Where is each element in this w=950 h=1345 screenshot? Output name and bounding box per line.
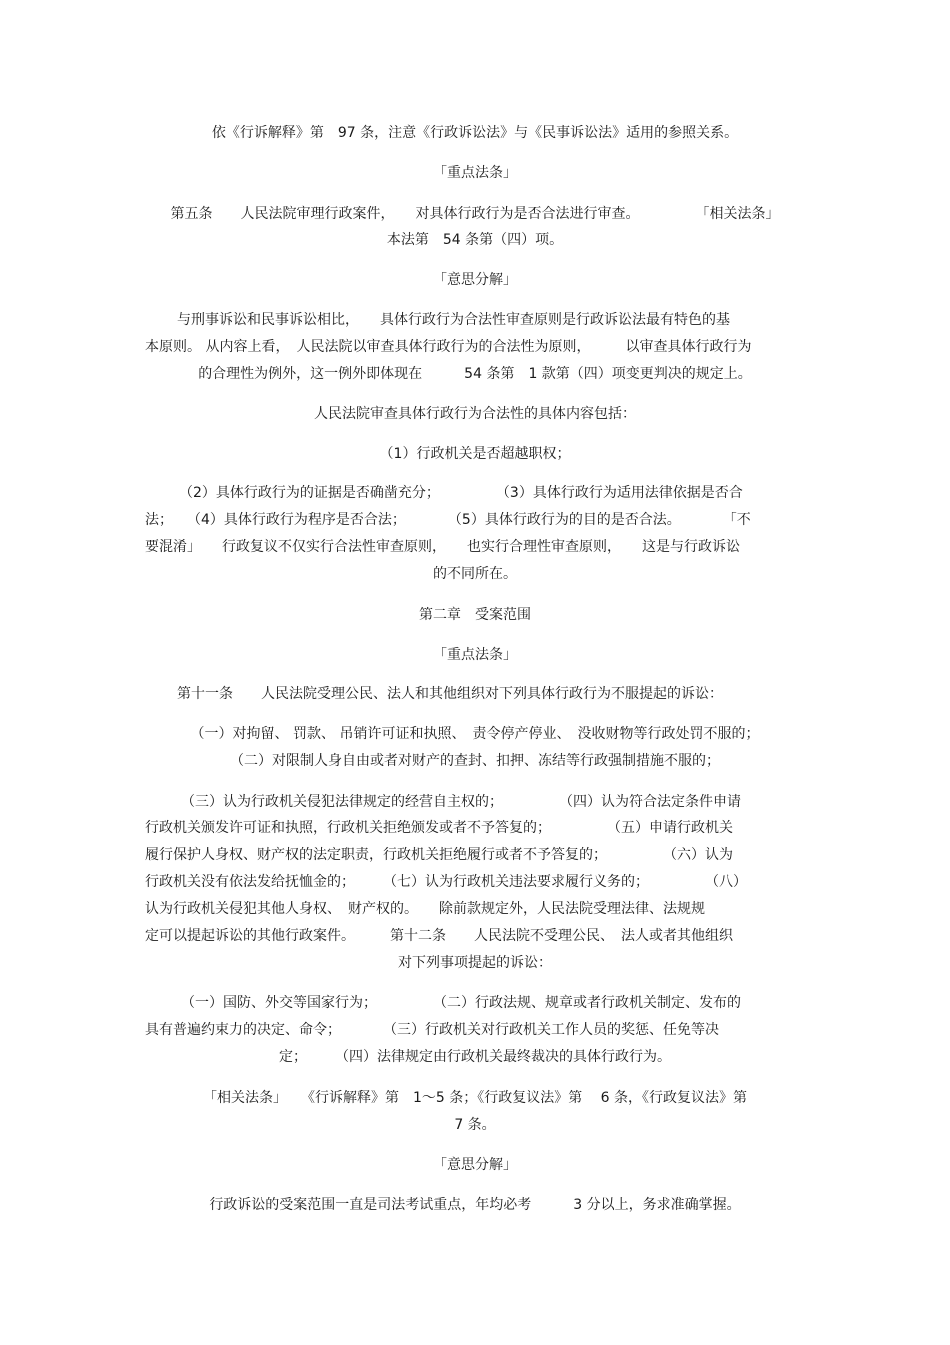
paragraph-line: 人民法院审查具体行政行为合法性的具体内容包括： [314, 406, 636, 422]
paragraph-line: 的不同所在。 [433, 566, 517, 582]
paragraph-line: 本原则。 从内容上看， 人民法院以审查具体行政行为的合法性为原则， 以审查具体行政行为 [145, 339, 752, 355]
paragraph-line: 对下列事项提起的诉讼： [398, 955, 552, 971]
paragraph-line: 要混淆」 行政复议不仅实行合法性审查原则， 也实行合理性审查原则， 这是与行政诉讼 [145, 539, 740, 555]
paragraph-line: （一）国防、外交等国家行为； （二）行政法规、规章或者行政机关制定、发布的 [181, 995, 741, 1011]
paragraph-line: 行政机关没有依法发给抚恤金的； （七）认为行政机关违法要求履行义务的； （八） [145, 874, 747, 890]
list-item: （1）行政机关是否超越职权； [379, 446, 571, 462]
section-heading: 「重点法条」 [433, 647, 517, 663]
paragraph-line: （二）对限制人身自由或者对财产的查封、扣押、冻结等行政强制措施不服的； [230, 753, 720, 769]
paragraph-line: 定可以提起诉讼的其他行政案件。 第十二条 人民法院不受理公民、 法人或者其他组织 [145, 928, 733, 944]
paragraph-line: 行政诉讼的受案范围一直是司法考试重点，年均必考 3 分以上，务求准确掌握。 [209, 1197, 741, 1213]
paragraph-line: 第十一条 人民法院受理公民、法人和其他组织对下列具体行政行为不服提起的诉讼： [177, 686, 723, 702]
paragraph-line: （2）具体行政行为的证据是否确凿充分； （3）具体行政行为适用法律依据是否合 [179, 485, 743, 501]
section-heading: 「意思分解」 [433, 272, 517, 288]
paragraph-line: 行政机关颁发许可证和执照，行政机关拒绝颁发或者不予答复的； （五）申请行政机关 [145, 820, 733, 836]
paragraph-line: 本法第 54 条第（四）项。 [386, 232, 564, 248]
paragraph-line: （一）对拘留、 罚款、 吊销许可证和执照、 责令停产停业、 没收财物等行政处罚不服的； [190, 726, 760, 742]
paragraph-line: 「相关法条」 《行诉解释》第 1～5 条；《行政复议法》第 6 条，《行政复议法》第 [202, 1090, 748, 1106]
paragraph-line: 与刑事诉讼和民事诉讼相比， 具体行政行为合法性审查原则是行政诉讼法最有特色的基 [177, 312, 730, 328]
paragraph-line: 认为行政机关侵犯其他人身权、 财产权的。 除前款规定外，人民法院受理法律、法规规 [145, 901, 705, 917]
paragraph-line: 法； （4）具体行政行为程序是否合法； （5）具体行政行为的目的是否合法。 「不 [145, 512, 751, 528]
section-heading: 「重点法条」 [433, 165, 517, 181]
paragraph-line: 的合理性为例外，这一例外即体现在 54 条第 1 款第（四）项变更判决的规定上。 [198, 366, 752, 382]
paragraph-line: 第五条 人民法院审理行政案件， 对具体行政行为是否合法进行审查。 「相关法条」 [170, 206, 780, 222]
paragraph-line: 具有普遍约束力的决定、命令； （三）行政机关对行政机关工作人员的奖惩、任免等决 [145, 1022, 719, 1038]
paragraph-line: （三）认为行政机关侵犯法律规定的经营自主权的； （四）认为符合法定条件申请 [181, 794, 741, 810]
paragraph-line: 依《行诉解释》第 97 条，注意《行政诉讼法》与《民事诉讼法》适用的参照关系。 [211, 125, 739, 141]
paragraph-line: 定； （四）法律规定由行政机关最终裁决的具体行政行为。 [279, 1049, 671, 1065]
paragraph-line: 履行保护人身权、财产权的法定职责，行政机关拒绝履行或者不予答复的； （六）认为 [145, 847, 733, 863]
chapter-heading: 第二章 受案范围 [419, 607, 531, 623]
paragraph-line: 7 条。 [454, 1117, 496, 1133]
section-heading: 「意思分解」 [433, 1157, 517, 1173]
